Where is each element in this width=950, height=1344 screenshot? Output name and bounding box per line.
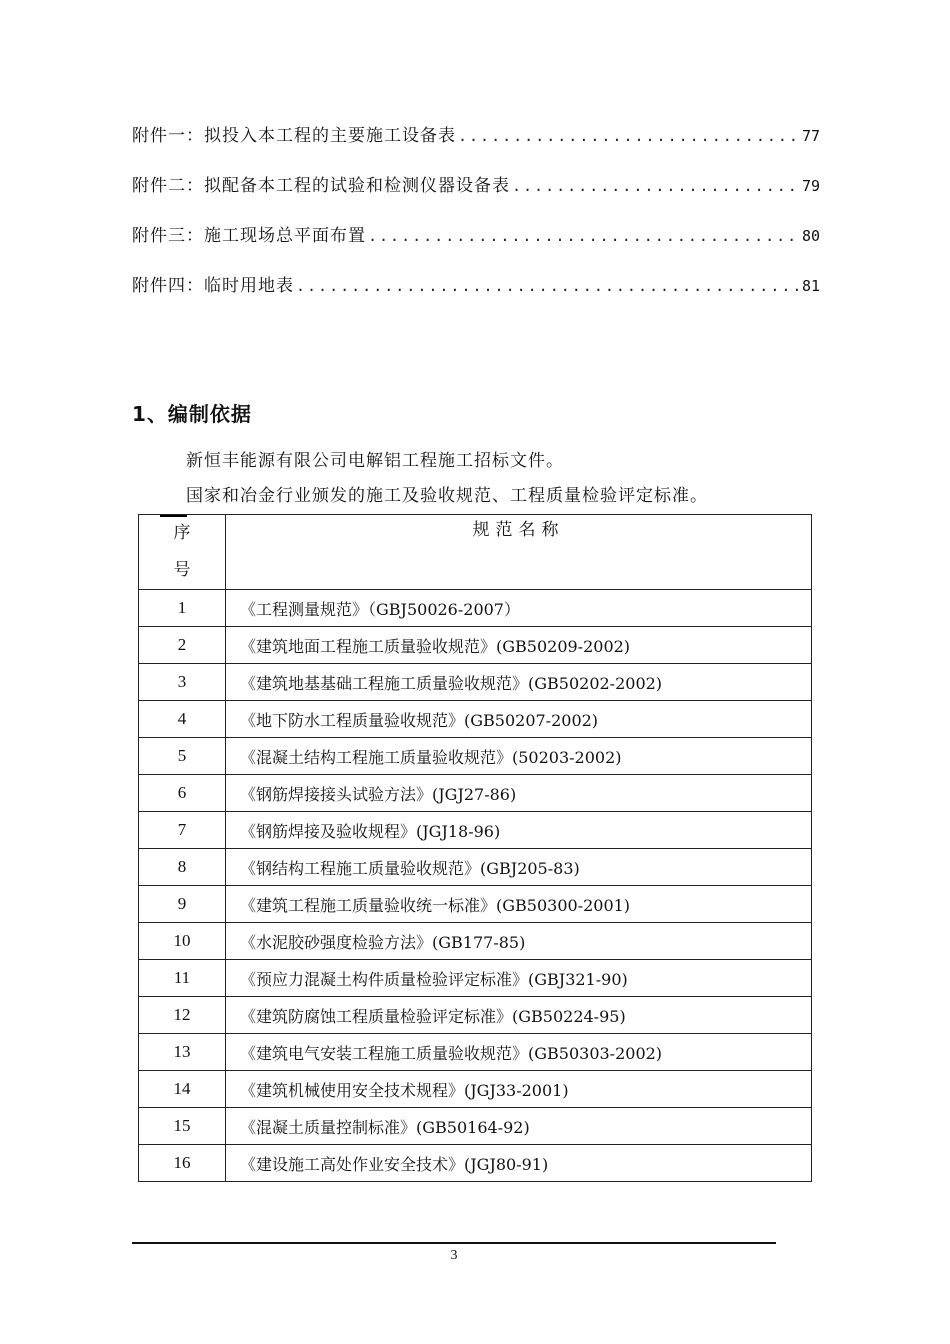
table-row xyxy=(139,997,812,1034)
row-number: 16 xyxy=(139,1145,226,1182)
header-standard-name: 规范名称 xyxy=(226,515,812,590)
toc-entry-label: 附件一：拟投入本工程的主要施工设备表 xyxy=(132,126,456,146)
table-header-row xyxy=(139,515,812,590)
row-standard-name: 《钢筋焊接接头试验方法》(JGJ27-86) xyxy=(226,775,812,812)
row-number: 2 xyxy=(139,627,226,664)
toc-entry-label: 附件四：临时用地表 xyxy=(132,276,294,296)
row-number: 10 xyxy=(139,923,226,960)
cell-cursor-mark xyxy=(160,515,187,517)
row-standard-name: 《建筑防腐蚀工程质量检验评定标准》(GB50224-95) xyxy=(226,997,812,1034)
table-row xyxy=(139,1034,812,1071)
row-number: 12 xyxy=(139,997,226,1034)
table-row xyxy=(139,923,812,960)
row-standard-name: 《建筑地面工程施工质量验收规范》(GB50209-2002) xyxy=(226,627,812,664)
toc-leader-dots xyxy=(512,172,798,200)
table-row xyxy=(139,1071,812,1108)
row-number: 14 xyxy=(139,1071,226,1108)
toc-entry-page: 77 xyxy=(801,127,820,145)
row-number: 4 xyxy=(139,701,226,738)
row-number: 6 xyxy=(139,775,226,812)
body-paragraph: 新恒丰能源有限公司电解铝工程施工招标文件。 xyxy=(186,451,564,471)
table-row xyxy=(139,849,812,886)
table-row xyxy=(139,886,812,923)
table-of-contents xyxy=(132,122,820,322)
row-standard-name: 《钢结构工程施工质量验收规范》(GBJ205-83) xyxy=(226,849,812,886)
row-standard-name: 《建筑地基基础工程施工质量验收规范》(GB50202-2002) xyxy=(226,664,812,701)
row-standard-name: 《地下防水工程质量验收规范》(GB50207-2002) xyxy=(226,701,812,738)
row-standard-name: 《建筑机械使用安全技术规程》(JGJ33-2001) xyxy=(226,1071,812,1108)
row-number: 9 xyxy=(139,886,226,923)
row-standard-name: 《建筑电气安装工程施工质量验收规范》(GB50303-2002) xyxy=(226,1034,812,1071)
table-row xyxy=(139,701,812,738)
row-standard-name: 《工程测量规范》（GBJ50026-2007） xyxy=(226,590,812,627)
table-row xyxy=(139,664,812,701)
row-standard-name: 《建筑工程施工质量验收统一标准》(GB50300-2001) xyxy=(226,886,812,923)
toc-entry-label: 附件二：拟配备本工程的试验和检测仪器设备表 xyxy=(132,176,510,196)
toc-entry-page: 79 xyxy=(801,177,820,195)
toc-leader-dots xyxy=(458,122,798,150)
row-number: 15 xyxy=(139,1108,226,1145)
toc-entry-page: 81 xyxy=(801,277,820,295)
toc-entry[interactable] xyxy=(132,272,820,322)
footer-divider xyxy=(132,1242,776,1244)
toc-entry-page: 80 xyxy=(801,227,820,245)
standards-table xyxy=(138,514,812,1182)
toc-leader-dots xyxy=(368,222,798,250)
table-row xyxy=(139,812,812,849)
table-row xyxy=(139,738,812,775)
header-serial-line1: 序 xyxy=(173,523,191,543)
body-paragraph: 国家和冶金行业颁发的施工及验收规范、工程质量检验评定标准。 xyxy=(186,486,708,506)
row-standard-name: 《建设施工高处作业安全技术》(JGJ80-91) xyxy=(226,1145,812,1182)
row-standard-name: 《水泥胶砂强度检验方法》(GB177-85) xyxy=(226,923,812,960)
header-serial-line2: 号 xyxy=(173,560,191,580)
table-row xyxy=(139,1145,812,1182)
table-row xyxy=(139,775,812,812)
table-row xyxy=(139,627,812,664)
table-row xyxy=(139,590,812,627)
row-number: 1 xyxy=(139,590,226,627)
row-number: 11 xyxy=(139,960,226,997)
row-standard-name: 《混凝土结构工程施工质量验收规范》(50203-2002) xyxy=(226,738,812,775)
toc-leader-dots xyxy=(296,272,798,300)
section-heading: 1、编制依据 xyxy=(132,402,252,426)
row-number: 5 xyxy=(139,738,226,775)
table-row xyxy=(139,1108,812,1145)
toc-entry[interactable] xyxy=(132,222,820,272)
row-standard-name: 《混凝土质量控制标准》(GB50164-92) xyxy=(226,1108,812,1145)
row-number: 7 xyxy=(139,812,226,849)
header-serial-number xyxy=(139,515,226,590)
table-row xyxy=(139,960,812,997)
row-number: 3 xyxy=(139,664,226,701)
row-number: 13 xyxy=(139,1034,226,1071)
toc-entry[interactable] xyxy=(132,122,820,172)
row-number: 8 xyxy=(139,849,226,886)
row-standard-name: 《钢筋焊接及验收规程》(JGJ18-96) xyxy=(226,812,812,849)
row-standard-name: 《预应力混凝土构件质量检验评定标准》(GBJ321-90) xyxy=(226,960,812,997)
toc-entry-label: 附件三：施工现场总平面布置 xyxy=(132,226,366,246)
page-number: 3 xyxy=(450,1248,458,1263)
toc-entry[interactable] xyxy=(132,172,820,222)
